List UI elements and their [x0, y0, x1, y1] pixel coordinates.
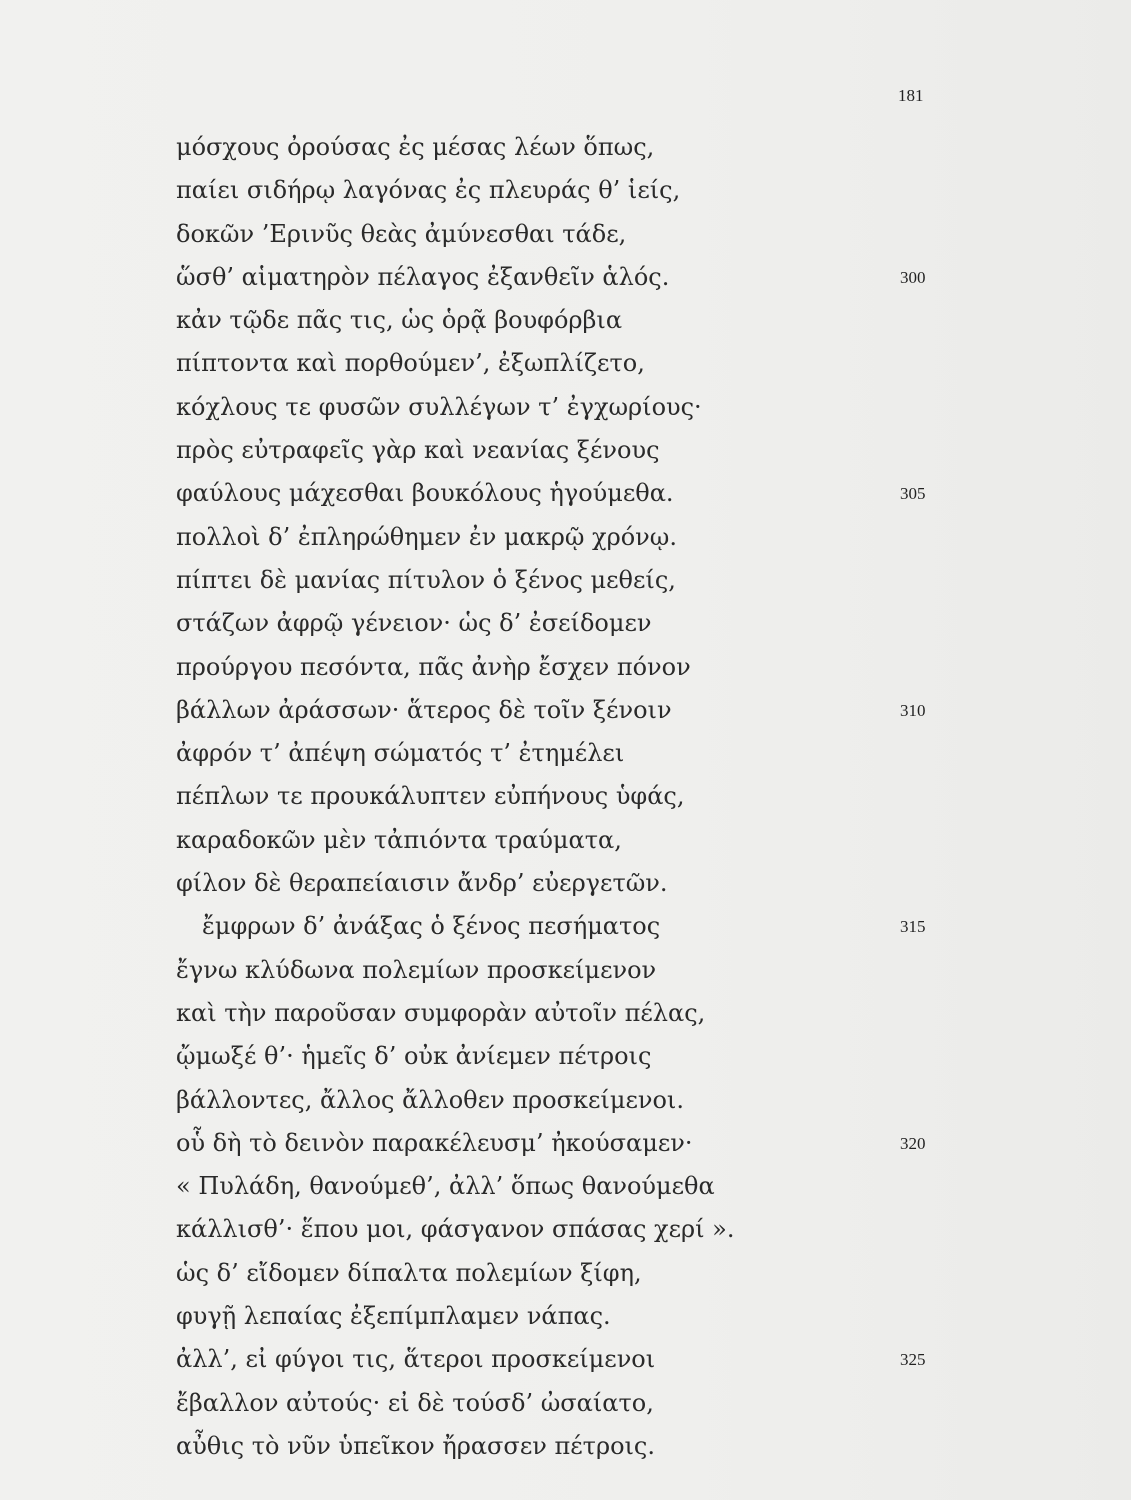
- verse-text: ὥσθ’ αἱματηρὸν πέλαγος ἐξανθεῖν ἁλός.: [176, 262, 670, 291]
- verse-text: οὗ δὴ τὸ δεινὸν παρακέλευσμ’ ἠκούσαμεν·: [176, 1128, 693, 1157]
- verse-line: [176, 1079, 936, 1122]
- verse-text: ἀλλ’, εἰ φύγοι τις, ἅτεροι προσκείμενοι: [176, 1345, 656, 1374]
- verse-line: [176, 1338, 936, 1381]
- verse-line: [176, 1252, 936, 1295]
- line-number: 310: [900, 700, 926, 720]
- verse-text: πέπλων τε προυκάλυπτεν εὐπήνους ὑφάς,: [176, 782, 685, 811]
- verse-line: [176, 949, 936, 992]
- verse-text: βάλλων ἀράσσων· ἅτερος δὲ τοῖν ξένοιν: [176, 695, 672, 724]
- verse-line: [176, 602, 936, 645]
- verse-line: [176, 819, 936, 862]
- verse-text: πρὸς εὐτραφεῖς γὰρ καὶ νεανίας ξένους: [176, 436, 660, 465]
- page-number: 181: [898, 86, 924, 105]
- verse-text: προύργου πεσόντα, πᾶς ἀνὴρ ἔσχεν πόνον: [176, 652, 691, 681]
- verse-line: [176, 169, 936, 212]
- verse-line: [176, 126, 936, 169]
- verse-text: καραδοκῶν μὲν τἀπιόντα τραύματα,: [176, 825, 622, 854]
- verse-line: [176, 775, 936, 818]
- verse-line: [176, 992, 936, 1035]
- line-number: 315: [900, 917, 926, 937]
- verse-text: πολλοὶ δ’ ἐπληρώθημεν ἐν μακρῷ χρόνῳ.: [176, 522, 677, 551]
- verse-text: πίπτοντα καὶ πορθούμεν’, ἐξωπλίζετο,: [176, 349, 645, 378]
- verse-line: [176, 1122, 936, 1165]
- verse-line: [176, 213, 936, 256]
- verse-text: κόχλους τε φυσῶν συλλέγων τ’ ἐγχωρίους·: [176, 392, 702, 421]
- verse-block: [176, 126, 936, 1468]
- verse-line: [176, 1295, 936, 1338]
- line-number: 320: [900, 1133, 926, 1153]
- verse-line: [176, 1425, 936, 1468]
- verse-text: φαύλους μάχεσθαι βουκόλους ἡγούμεθα.: [176, 479, 674, 508]
- verse-text: ὡς δ’ εἴδομεν δίπαλτα πολεμίων ξίφη,: [176, 1258, 642, 1287]
- verse-line: [176, 256, 936, 299]
- verse-line: [176, 1165, 936, 1208]
- verse-line: [176, 646, 936, 689]
- verse-text: φίλον δὲ θεραπείαισιν ἄνδρ’ εὐεργετῶν.: [176, 869, 668, 898]
- verse-text: ἔγνω κλύδωνα πολεμίων προσκείμενον: [176, 955, 657, 984]
- verse-text: κάλλισθ’· ἕπου μοι, φάσγανον σπάσας χερί ».: [176, 1215, 735, 1244]
- verse-line: [176, 429, 936, 472]
- verse-line: [176, 472, 936, 515]
- verse-line: [176, 516, 936, 559]
- verse-text: κἀν τῷδε πᾶς τις, ὡς ὁρᾷ βουφόρβια: [176, 306, 623, 335]
- verse-text: ᾤμωξέ θ’· ἡμεῖς δ’ οὐκ ἀνίεμεν πέτροις: [176, 1042, 652, 1071]
- verse-line: [176, 1035, 936, 1078]
- verse-text: « Πυλάδη, θανούμεθ’, ἀλλ’ ὅπως θανούμεθα: [176, 1172, 715, 1201]
- verse-text: ἀφρόν τ’ ἀπέψη σώματός τ’ ἐτημέλει: [176, 739, 625, 768]
- verse-text: παίει σιδήρῳ λαγόνας ἐς πλευράς θ’ ἱείς,: [176, 176, 681, 205]
- verse-line: [176, 1382, 936, 1425]
- verse-text: ἔμφρων δ’ ἀνάξας ὁ ξένος πεσήματος: [202, 912, 661, 941]
- verse-text: αὖθις τὸ νῦν ὑπεῖκον ἤρασσεν πέτροις.: [176, 1431, 655, 1460]
- verse-line: [176, 1208, 936, 1251]
- verse-line: [176, 342, 936, 385]
- verse-text: πίπτει δὲ μανίας πίτυλον ὁ ξένος μεθείς,: [176, 565, 676, 594]
- line-number: 305: [900, 484, 926, 504]
- line-number: 300: [900, 267, 926, 287]
- verse-line-indented: [176, 905, 936, 948]
- verse-text: δοκῶν ’Ερινῦς θεὰς ἀμύνεσθαι τάδε,: [176, 219, 627, 248]
- verse-text: μόσχους ὀρούσας ἐς μέσας λέων ὅπως,: [176, 133, 655, 161]
- verse-line: [176, 732, 936, 775]
- line-number: 325: [900, 1350, 926, 1370]
- verse-text: φυγῇ λεπαίας ἐξεπίμπλαμεν νάπας.: [176, 1302, 611, 1331]
- verse-line: [176, 559, 936, 602]
- verse-text: στάζων ἀφρῷ γένειον· ὡς δ’ ἐσείδομεν: [176, 609, 652, 638]
- verse-text: βάλλοντες, ἄλλος ἄλλοθεν προσκείμενοι.: [176, 1085, 684, 1114]
- verse-line: [176, 299, 936, 342]
- verse-line: [176, 386, 936, 429]
- verse-line: [176, 862, 936, 905]
- verse-text: ἔβαλλον αὐτούς· εἰ δὲ τούσδ’ ὠσαίατο,: [176, 1388, 654, 1417]
- verse-line: [176, 689, 936, 732]
- verse-text: καὶ τὴν παροῦσαν συμφορὰν αὐτοῖν πέλας,: [176, 998, 706, 1027]
